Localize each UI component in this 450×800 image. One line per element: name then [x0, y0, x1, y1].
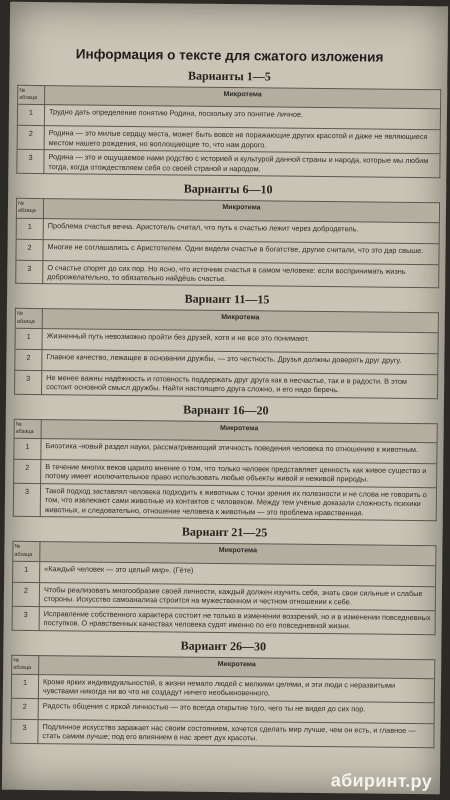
paragraph-number: 3 [16, 260, 43, 284]
variant-section [13, 401, 438, 522]
microtheme-header: Микротема [40, 542, 436, 565]
microtheme-text: Подлинное искусство заражает нас своим состоянием, хочется сделать мир лучше, чем он есть, и главное — стать самим лучше; под его влиянием в нас зреет дух красоты. [38, 719, 434, 747]
table-row [16, 260, 439, 288]
paragraph-number: 3 [11, 719, 38, 743]
watermark-text: биринт.ру [341, 770, 433, 792]
microtheme-text: Кроме ярких индивидуальностей, в жизни немало людей с мелкими целями, и эти люди с неразвитыми чувствами никогда ни во что не создадут ничего необыкновенного. [38, 674, 434, 702]
page-content [10, 10, 442, 752]
variant-section [14, 290, 439, 399]
paragraph-number-header: № абзаца [12, 655, 39, 675]
sections-container [10, 67, 441, 748]
paragraph-number-header: № абзаца [18, 85, 45, 105]
microtheme-text: Биоэтика -новый раздел науки, рассматривающий этичность поведения человека по отношению к животным. [41, 439, 437, 464]
microtheme-text: Проблема счастья вечна. Аристотель считал, что путь к счастью лежит через добродетель. [43, 218, 439, 243]
page-title: Информация о тексте для сжатого изложения [75, 46, 384, 65]
microtheme-text: Многие не соглашались с Аристотелем. Одни видели счастье в богатстве, другие считали, что это дар свыше. [43, 239, 439, 264]
microtheme-text: Главное качество, лежащее в основании дружбы, — это честность. Друзья должны доверять друг другу. [42, 349, 438, 374]
book-page [2, 2, 448, 795]
a-logo-icon: а [330, 770, 342, 791]
paragraph-number: 1 [17, 105, 44, 126]
microtheme-text: Родина — это милые сердцу места, может быть вовсе не поражающие других красотой и даже не являющиеся местом нашего рождения, но воплощающие то, что нам дорого. [44, 126, 440, 154]
microtheme-text: Не менее важны надёжность и готовность поддержать друг друга как в несчастье, так и в радости. В этом состоит основной смысл дружбы. Найти настоящего друга сложно, и его надо беречь. [42, 370, 438, 398]
paragraph-number: 3 [13, 483, 40, 517]
microtheme-header: Микротема [39, 655, 435, 678]
paragraph-number-header: № абзаца [15, 309, 42, 329]
microtheme-text: В течение многих веков царило мнение о том, что только человек представляет ценность как живое существо и потому имеет исключительное право использовать любые объекты живой и неживой природы. [41, 460, 437, 488]
variant-title: Вариант 11—15 [184, 292, 270, 307]
paragraph-number: 2 [17, 126, 44, 150]
paragraph-number: 1 [14, 438, 41, 459]
variant-title: Варианты 1—5 [187, 68, 271, 84]
microtheme-table [13, 419, 438, 522]
table-row [12, 606, 435, 634]
table-row [11, 719, 434, 747]
paragraph-number: 2 [12, 582, 39, 606]
paragraph-number: 1 [15, 328, 42, 349]
microtheme-text: «Каждый человек — это целый мир». (Гёте) [40, 561, 436, 586]
variant-title: Вариант 16—20 [183, 402, 269, 418]
paragraph-number: 2 [11, 698, 38, 719]
microtheme-table [15, 198, 440, 289]
microtheme-text: Трудно дать определение понятию Родина, поскольку это понятие личное. [44, 105, 440, 130]
paragraph-number: 2 [14, 459, 41, 483]
microtheme-text: Чтобы реализовать многообразие своей личности, каждый должен изучить себя, знать свои сильные и слабые стороны. Искусство самоанализа строится на мужественном и честном отношении к себе. [39, 582, 435, 610]
paragraph-number: 1 [13, 561, 40, 582]
paragraph-number: 3 [17, 150, 44, 174]
watermark-logo [331, 770, 432, 792]
microtheme-text: Радость общения с яркой личностью — это всегда открытие того, чего ты не видел до сих пор. [38, 698, 434, 723]
variant-section [15, 180, 440, 289]
microtheme-text: Родина — это и ощущаемое нами родство с историей и культурой данной страны и народа, которые мы любим тогда, когда отождествляем себя со своей страной и народом. [44, 150, 440, 178]
paragraph-number: 2 [15, 349, 42, 370]
microtheme-header: Микротема [45, 86, 441, 109]
variant-section [10, 636, 435, 748]
microtheme-table [14, 308, 439, 399]
microtheme-header: Микротема [42, 309, 438, 332]
microtheme-table [12, 541, 437, 635]
variant-section [16, 67, 441, 179]
microtheme-header: Микротема [43, 199, 439, 222]
paragraph-number: 1 [11, 674, 38, 698]
paragraph-number-header: № абзаца [16, 199, 43, 219]
variant-section [12, 523, 437, 635]
microtheme-text: Такой подход заставлял человека подходить к животным с точки зрения их полезности и не слова не говорить о том, что извлекают сами животные из контактов с человеком. Между тем учёные доказали сложность психики животных, и следовательно, отношение человека к животным — это проблема нравственная. [40, 484, 436, 522]
paragraph-number: 1 [16, 218, 43, 239]
paragraph-number-header: № абзаца [14, 419, 41, 439]
variant-title: Варианты 6—10 [183, 181, 273, 197]
paragraph-number: 2 [16, 239, 43, 260]
variant-title: Вариант 26—30 [180, 638, 267, 654]
microtheme-text: Жизненный путь невозможно пройти без друзей, хотя и не все это понимают. [42, 328, 438, 353]
paragraph-number: 3 [12, 606, 39, 630]
paragraph-number: 3 [15, 370, 42, 394]
table-row [15, 370, 438, 398]
table-row [13, 483, 436, 521]
table-row [17, 150, 440, 178]
microtheme-text: Исправление собственного характера состоит не только в изменении воззрений, но и в изменении повседневных поступков. О нравственных качествах человека судят именно по его повседневной жизни. [39, 606, 435, 634]
paragraph-number-header: № абзаца [13, 542, 40, 562]
microtheme-text: О счастье спорят до сих пор. Но ясно, что источник счастья в самом человеке: если воспринимать жизнь доброжелательно, то обязательно найдёшь счастье. [43, 260, 439, 288]
microtheme-table [16, 85, 441, 179]
microtheme-header: Микротема [41, 419, 437, 442]
variant-title: Вариант 21—25 [181, 524, 268, 540]
microtheme-table [10, 654, 435, 748]
